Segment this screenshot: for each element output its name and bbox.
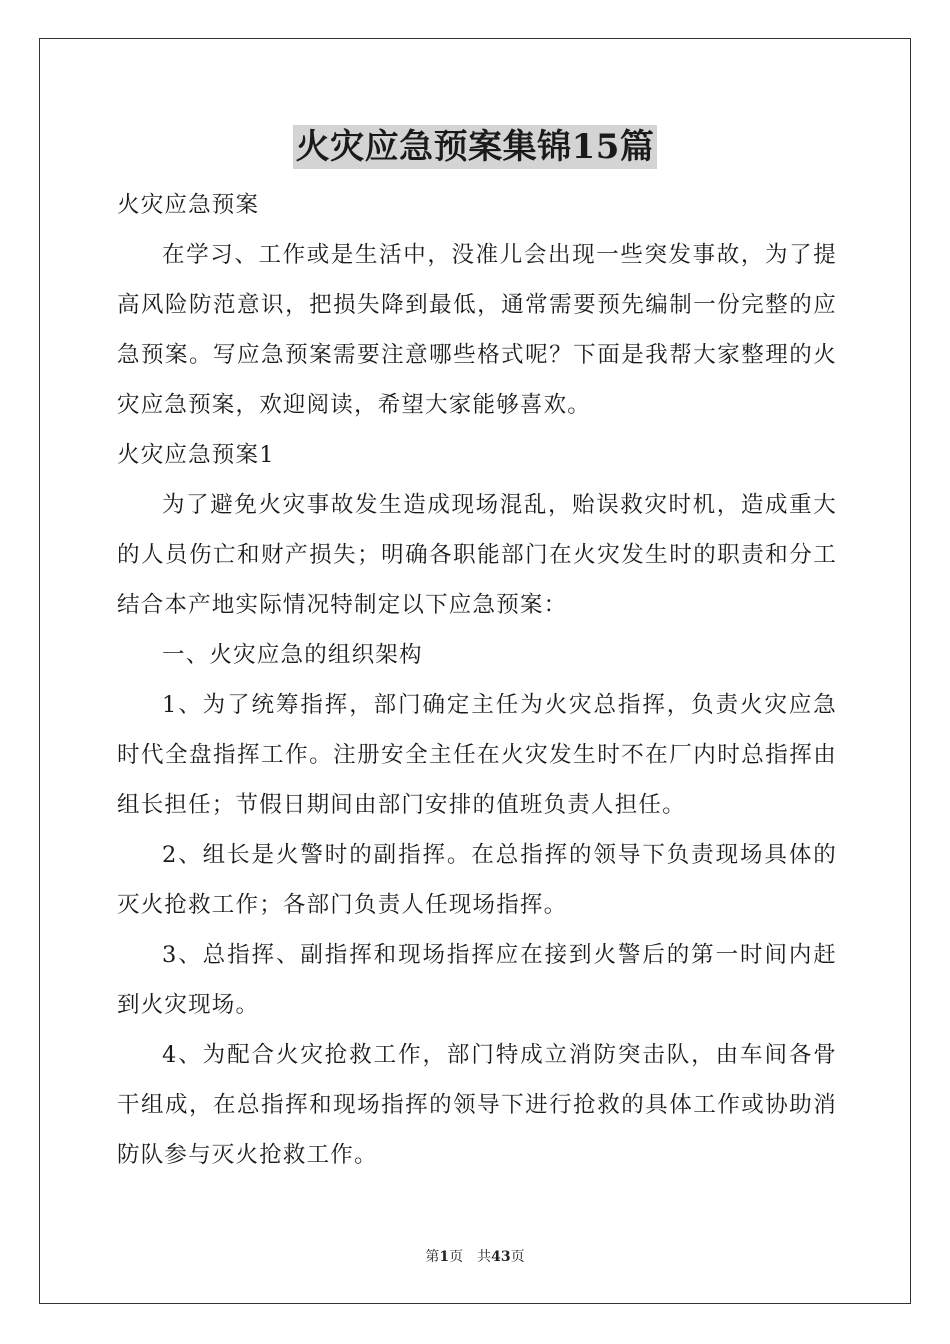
total-pages: 43: [491, 1249, 511, 1265]
section-heading: 火灾应急预案: [117, 192, 260, 218]
page-suffix: 页: [449, 1249, 464, 1265]
subsection-heading: 一、火灾应急的组织架构: [162, 642, 423, 668]
body-paragraph: 在学习、工作或是生活中，没准儿会出现一些突发事故，为了提高风险防范意识，把损失降到最低，通常需要预先编制一份完整的应急预案。写应急预案需要注意哪些格式呢？下面是我帮大家整理的火灾应急预案，欢迎阅读，希望大家能够喜欢。: [117, 242, 837, 418]
section-heading: 火灾应急预案1: [117, 442, 275, 468]
body-paragraph: 为了避免火灾事故发生造成现场混乱，贻误救灾时机，造成重大的人员伤亡和财产损失；明确各职能部门在火灾发生时的职责和分工结合本产地实际情况特制定以下应急预案：: [117, 492, 837, 618]
body-paragraph: 3、总指挥、副指挥和现场指挥应在接到火警后的第一时间内赶到火灾现场。: [117, 942, 837, 1018]
total-suffix: 页: [510, 1249, 525, 1265]
page-number: 1: [439, 1249, 450, 1265]
title-area: [0, 125, 950, 169]
body-paragraph: 2、组长是火警时的副指挥。在总指挥的领导下负责现场具体的灭火抢救工作；各部门负责人任现场指挥。: [117, 842, 837, 918]
page-footer: [0, 1248, 950, 1266]
total-prefix: 共: [477, 1249, 492, 1265]
document-title: 火灾应急预案集锦15篇: [293, 125, 658, 169]
body-paragraph: 1、为了统筹指挥，部门确定主任为火灾总指挥，负责火灾应急时代全盘指挥工作。注册安全主任在火灾发生时不在厂内时总指挥由组长担任；节假日期间由部门安排的值班负责人担任。: [117, 692, 837, 818]
document-body: [117, 180, 837, 1180]
body-paragraph: 4、为配合火灾抢救工作，部门特成立消防突击队，由车间各骨干组成，在总指挥和现场指挥的领导下进行抢救的具体工作或协助消防队参与灭火抢救工作。: [117, 1042, 837, 1168]
page-prefix: 第: [425, 1249, 440, 1265]
